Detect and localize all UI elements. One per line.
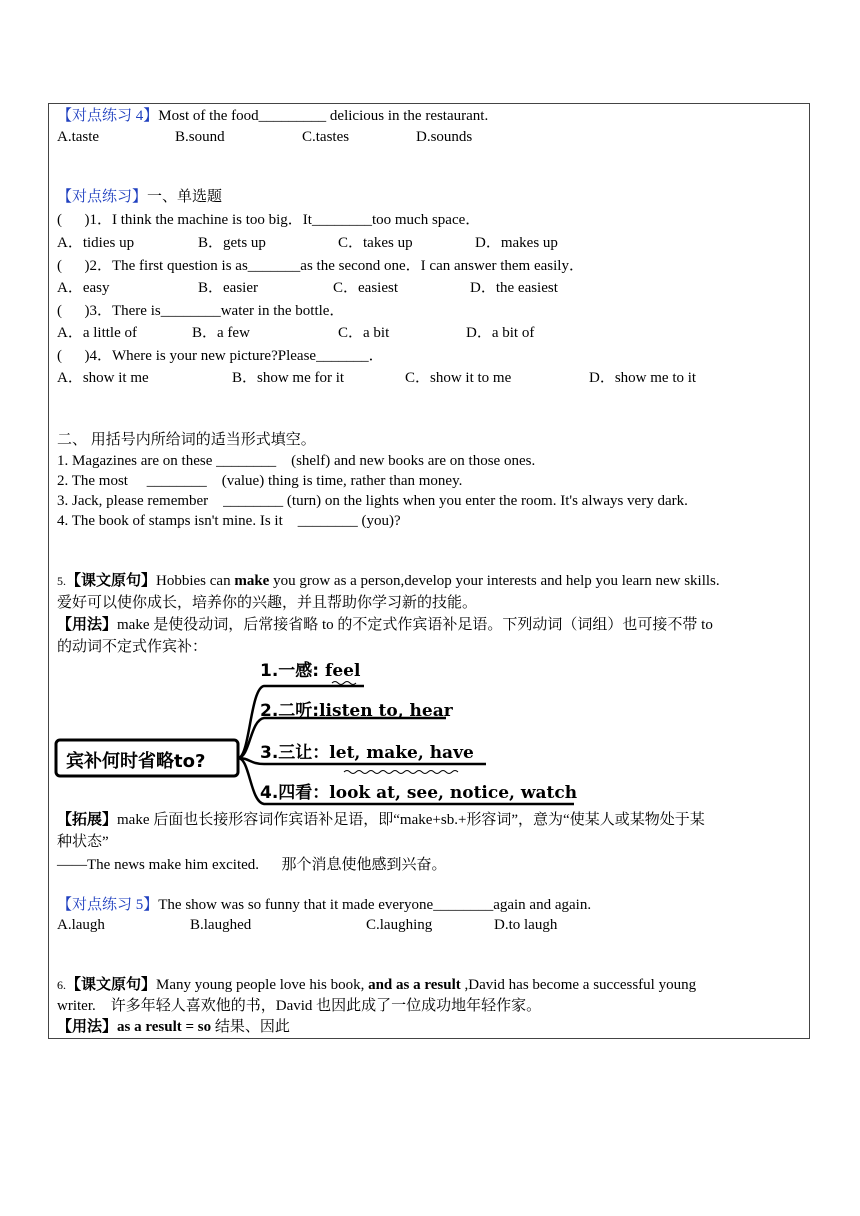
p6-sentence-keyword: and as a result (368, 977, 461, 993)
ex4-question: Most of the food_________ delicious in the restaurant. (158, 108, 489, 124)
fill-line-2: 2. The most ________ (value) thing is time, rather than money. (57, 473, 463, 489)
ex5-question-line (57, 895, 591, 915)
p5-usage-line-1 (57, 615, 713, 635)
single-choice-heading (57, 187, 222, 207)
q4-option-b: B．show me for it (232, 370, 345, 386)
q4-option-d: D．show me to it (589, 370, 697, 386)
fill-line-4: 4. The book of stamps isn't mine. Is it ________ (you)? (57, 513, 401, 529)
branch-4-cn: 4.四看： (260, 783, 330, 803)
q2-option-c: C．easiest (333, 280, 398, 296)
p6-usage (57, 1017, 290, 1037)
branch-3-en: let, make, have (329, 743, 474, 763)
branch-1 (260, 656, 360, 681)
p5-translation: 爱好可以使你成长，培养你的兴趣，并且帮助你学习新的技能。 (57, 595, 478, 611)
p5-sentence (57, 571, 720, 591)
q1-option-d: D．makes up (475, 235, 558, 251)
q3-option-a: A．a little of (57, 325, 137, 341)
p6-usage-text: 结果、因此 (211, 1019, 290, 1035)
p6-sentence-c: ,David has become a successful young (460, 977, 697, 993)
q3-option-b: B．a few (192, 325, 250, 341)
p5-number: 5. (57, 574, 66, 588)
ex5-option-d: D.to laugh (494, 917, 558, 933)
q2-option-b: B．easier (198, 280, 258, 296)
fill-title: 二、 用括号内所给词的适当形式填空。 (57, 432, 316, 448)
ext-example: ——The news make him excited. 那个消息使他感到兴奋。 (57, 857, 447, 873)
branch-3 (260, 738, 474, 763)
p5-sentence-c: you grow as a person,develop your interests and help you learn new skills. (269, 573, 720, 589)
mind-map-center: 宾补何时省略to? (66, 751, 206, 772)
p5-usage-tag: 【用法】 (57, 617, 118, 633)
ext-tag: 【拓展】 (57, 812, 118, 828)
ex5-option-c: C.laughing (366, 917, 433, 933)
p6-sentence-a: Many young people love his book, (156, 977, 369, 993)
mind-map (54, 650, 594, 810)
ext-line-1 (57, 810, 705, 830)
ex5-tag: 【对点练习 5】 (57, 897, 159, 913)
p5-usage-text-1: make 是使役动词，后常接省略 to 的不定式作宾语补足语。下列动词（词组）也可接不带 to (117, 617, 713, 633)
p6-sentence (57, 975, 696, 995)
fill-line-1: 1. Magazines are on these ________ (shelf) and new books are on those ones. (57, 453, 536, 469)
p5-usage-line-2: 的动词不定式作宾补： (57, 639, 208, 655)
branch-4-en: look at, see, notice, watch (329, 783, 578, 803)
branch-3-cn: 3.三让： (260, 743, 330, 763)
single-choice-title: 一、单选题 (147, 189, 223, 205)
branch-1-cn: 1.一感: (260, 661, 326, 681)
q1-option-c: C．takes up (338, 235, 413, 251)
branch-2-cn: 2.二听: (260, 701, 320, 721)
wavy-underline-3 (344, 771, 458, 774)
q3-option-d: D．a bit of (466, 325, 535, 341)
fill-line-3: 3. Jack, please remember ________ (turn) on the lights when you enter the room. It's always very dark. (57, 493, 688, 509)
branch-2-en: listen to, hear (319, 701, 453, 721)
q1-option-a: A．tidies up (57, 235, 135, 251)
q2-option-d: D．the easiest (470, 280, 558, 296)
p6-line-2: writer. 许多年轻人喜欢他的书，David 也因此成了一位成功地年轻作家。 (57, 998, 542, 1014)
p6-tag: 【课文原句】 (66, 977, 157, 993)
q3-option-c: C．a bit (338, 325, 390, 341)
ex4-tag: 【对点练习 4】 (57, 108, 159, 124)
branch-4 (260, 778, 577, 803)
q2-text: ( )2．The first question is as_______as the second one．I can answer them easily． (57, 258, 584, 274)
q4-option-c: C．show it to me (405, 370, 512, 386)
ex4-option-c: C.tastes (302, 129, 350, 145)
q4-option-a: A．show it me (57, 370, 149, 386)
single-choice-tag: 【对点练习】 (57, 189, 148, 205)
ex5-option-a: A.laugh (57, 917, 105, 933)
p5-sentence-keyword: make (234, 573, 270, 589)
q1-text: ( )1．I think the machine is too big．It________too much space． (57, 212, 481, 228)
ext-line-2: 种状态” (57, 834, 109, 850)
ex4-option-b: B.sound (175, 129, 225, 145)
ex5-question: The show was so funny that it made everyone________again and again. (158, 897, 592, 913)
p6-number: 6. (57, 978, 66, 992)
ext-text-1: make 后面也长接形容词作宾语补足语，即“make+sb.+形容词”，意为“使某人或某物处于某 (117, 812, 705, 828)
ex4-option-d: D.sounds (416, 129, 473, 145)
p6-usage-tag: 【用法】 (57, 1019, 118, 1035)
q4-text: ( )4．Where is your new picture?Please_______． (57, 348, 384, 364)
wavy-underline-1 (332, 682, 356, 685)
q3-text: ( )3．There is________water in the bottle． (57, 303, 345, 319)
p5-tag: 【课文原句】 (66, 573, 157, 589)
ex4-question-line (57, 106, 488, 126)
branch-1-en: feel (325, 661, 361, 681)
q2-option-a: A．easy (57, 280, 110, 296)
p5-sentence-a: Hobbies can (156, 573, 235, 589)
ex5-option-b: B.laughed (190, 917, 252, 933)
branch-2 (260, 696, 453, 721)
q1-option-b: B．gets up (198, 235, 266, 251)
ex4-option-a: A.taste (57, 129, 100, 145)
p6-usage-keyword: as a result = so (117, 1019, 212, 1035)
